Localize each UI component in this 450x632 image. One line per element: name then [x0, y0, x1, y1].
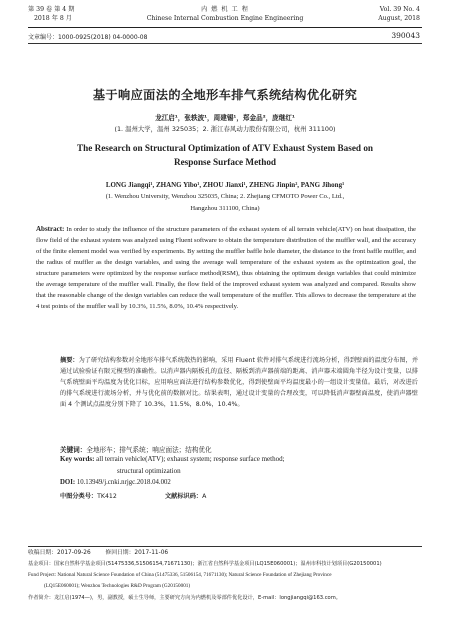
fund-cn: 基金项目：国家自然科学基金项目(51475336,51506154,71671130)；浙江省自然科学基金项目(LQ15E060001)；温州市科技计划项目(G20150001)	[28, 561, 382, 567]
abstract-cn-text: 为了研究结构参数对全地形车排气系统散热的影响，采用 Fluent 软件对排气系统进行流场分析，得到壁面的温度分布图，并通过试验验证有限元模型的准确性。以消声器内隔板孔的直径、隔板到消声器前端的距离、消声器末端圆角半径为设计变量，以排气系统壁面平均温度为优化目标，应用响应面法进行结构参数优化，得到使壁面平均温度最小的一组设计变量值。最后，对改进后的排气系统进行流场分析，并与优化前的数据对比。结果表明，通过设计变量的合理改变，可以降低消声器壁面温度，使消声器壁面 4 个测试点温度分别下降了 10.3%，11.5%，8.0%，10.4%。	[60, 357, 419, 408]
keywords-cn-label: 关键词：	[60, 446, 87, 454]
keywords-cn	[60, 444, 212, 454]
header-date-en: August, 2018	[378, 15, 420, 22]
clc-value: TK412	[97, 493, 117, 500]
abstract-en-text: In order to study the influence of the structure parameters of the exhaust system of all terrain vehicle(ATV) on heat dissipation, the flow field of the exhaust system was analyzed using Fluent software to obtain the temperature distribution of the muffler wall, and the accuracy of the finite element model was verified by experiments. By setting the muffler baffle hole diameter, the distance to the front baffle muffler, and the radius of muffler as the design variables, and using the average wall temperature of the exhaust system as the optimization goal, the structure parameters were optimized by the response surface method(RSM), thus obtaining the optimum design variables that could minimize the average temperature of the muffler wall. Finally, the flow field of the improved exhaust system was analyzed and compared. Results show that the reasonable change of the design variables can reduce the wall temperature of the muffler. This allows to decrease the temperature at the 4 test points of the muffler wall by 10.3%, 11.5%, 8.0%, 10.4% respectively.	[36, 226, 416, 310]
received-date: 收稿日期：2017-09-26 修回日期：2017-11-06	[28, 550, 169, 556]
keywords-en	[60, 455, 285, 463]
affiliation-en-line-1: (1. Wenzhou University, Wenzhou 325035, China; 2. Zhejiang CFMOTO Power Co., Ltd.,	[105, 193, 345, 200]
keywords-cn-text: 全地形车；排气系统；响应面法；结构优化	[86, 446, 212, 454]
doi-value: 10.13949/j.cnki.nrjgc.2018.04.002	[76, 479, 171, 486]
abstract-en	[36, 224, 416, 312]
keywords-en-label: Key words:	[60, 455, 95, 463]
doc-code-value: A	[202, 493, 207, 500]
abstract-en-label: Abstract:	[36, 225, 65, 233]
header-date-cn: 2018 年 8 月	[34, 15, 72, 22]
authors-cn: 龙江启¹，张轶波¹，周建锡¹，郑金品²，庞继红¹	[155, 114, 295, 122]
header-journal-cn: 内 燃 机 工 程	[201, 6, 249, 13]
doc-code	[165, 491, 206, 500]
affiliation-en-line-2: Hangzhou 311100, China)	[190, 205, 260, 212]
header-rule	[28, 27, 422, 28]
clc	[60, 491, 117, 500]
abstract-cn	[60, 355, 418, 410]
doi	[60, 479, 171, 486]
header-volume-cn: 第 39 卷 第 4 期	[28, 6, 75, 13]
footnote-rule	[28, 546, 422, 547]
clc-label: 中图分类号：	[60, 493, 98, 500]
authors-en: LONG Jiangqi¹, ZHANG Yibo¹, ZHOU Jianxi¹, ZHENG Jinpin², PANG Jihong¹	[105, 181, 345, 189]
doc-code-label: 文献标识码：	[165, 493, 203, 500]
title-en-line-2: Response Surface Method	[173, 157, 277, 167]
author-bio: 作者简介：龙江启(1974—)，男，副教授，硕士生导师，主要研究方向为内燃机及零部件优化设计，E-mail：longjiangqi@163.com。	[28, 595, 341, 601]
header-journal-en: Chinese Internal Combustion Engine Engineering	[146, 15, 304, 22]
doi-label: DOI:	[60, 479, 76, 486]
article-code: 390043	[391, 31, 420, 40]
article-rule	[28, 43, 422, 44]
header-volume-en: Vol. 39 No. 4	[379, 6, 420, 13]
article-number: 文章编号：1000-0925(2018) 04-0000-08	[28, 34, 148, 41]
affiliation-cn: (1. 温州大学，温州 325035；2. 浙江春风动力股份有限公司，杭州 311100)	[114, 125, 336, 133]
keywords-en-text-1: all terrain vehicle(ATV); exhaust system; response surface method;	[96, 455, 285, 463]
keywords-en-text-2: structural optimization	[117, 467, 181, 475]
fund-en-line-1: Fund Project: National Natural Science Foundation of China (51475336, 51506154, 71671130); Natural Science Foundation of Zhejiang Province	[28, 572, 332, 578]
title-en-line-1: The Research on Structural Optimization of ATV Exhaust System Based on	[76, 143, 374, 153]
fund-en-line-2: (LQ15E060001); Wenzhou Technologies R&D Program (G20150001)	[44, 583, 191, 589]
abstract-cn-label: 摘要：	[60, 357, 79, 364]
title-cn: 基于响应面法的全地形车排气系统结构优化研究	[92, 88, 358, 102]
